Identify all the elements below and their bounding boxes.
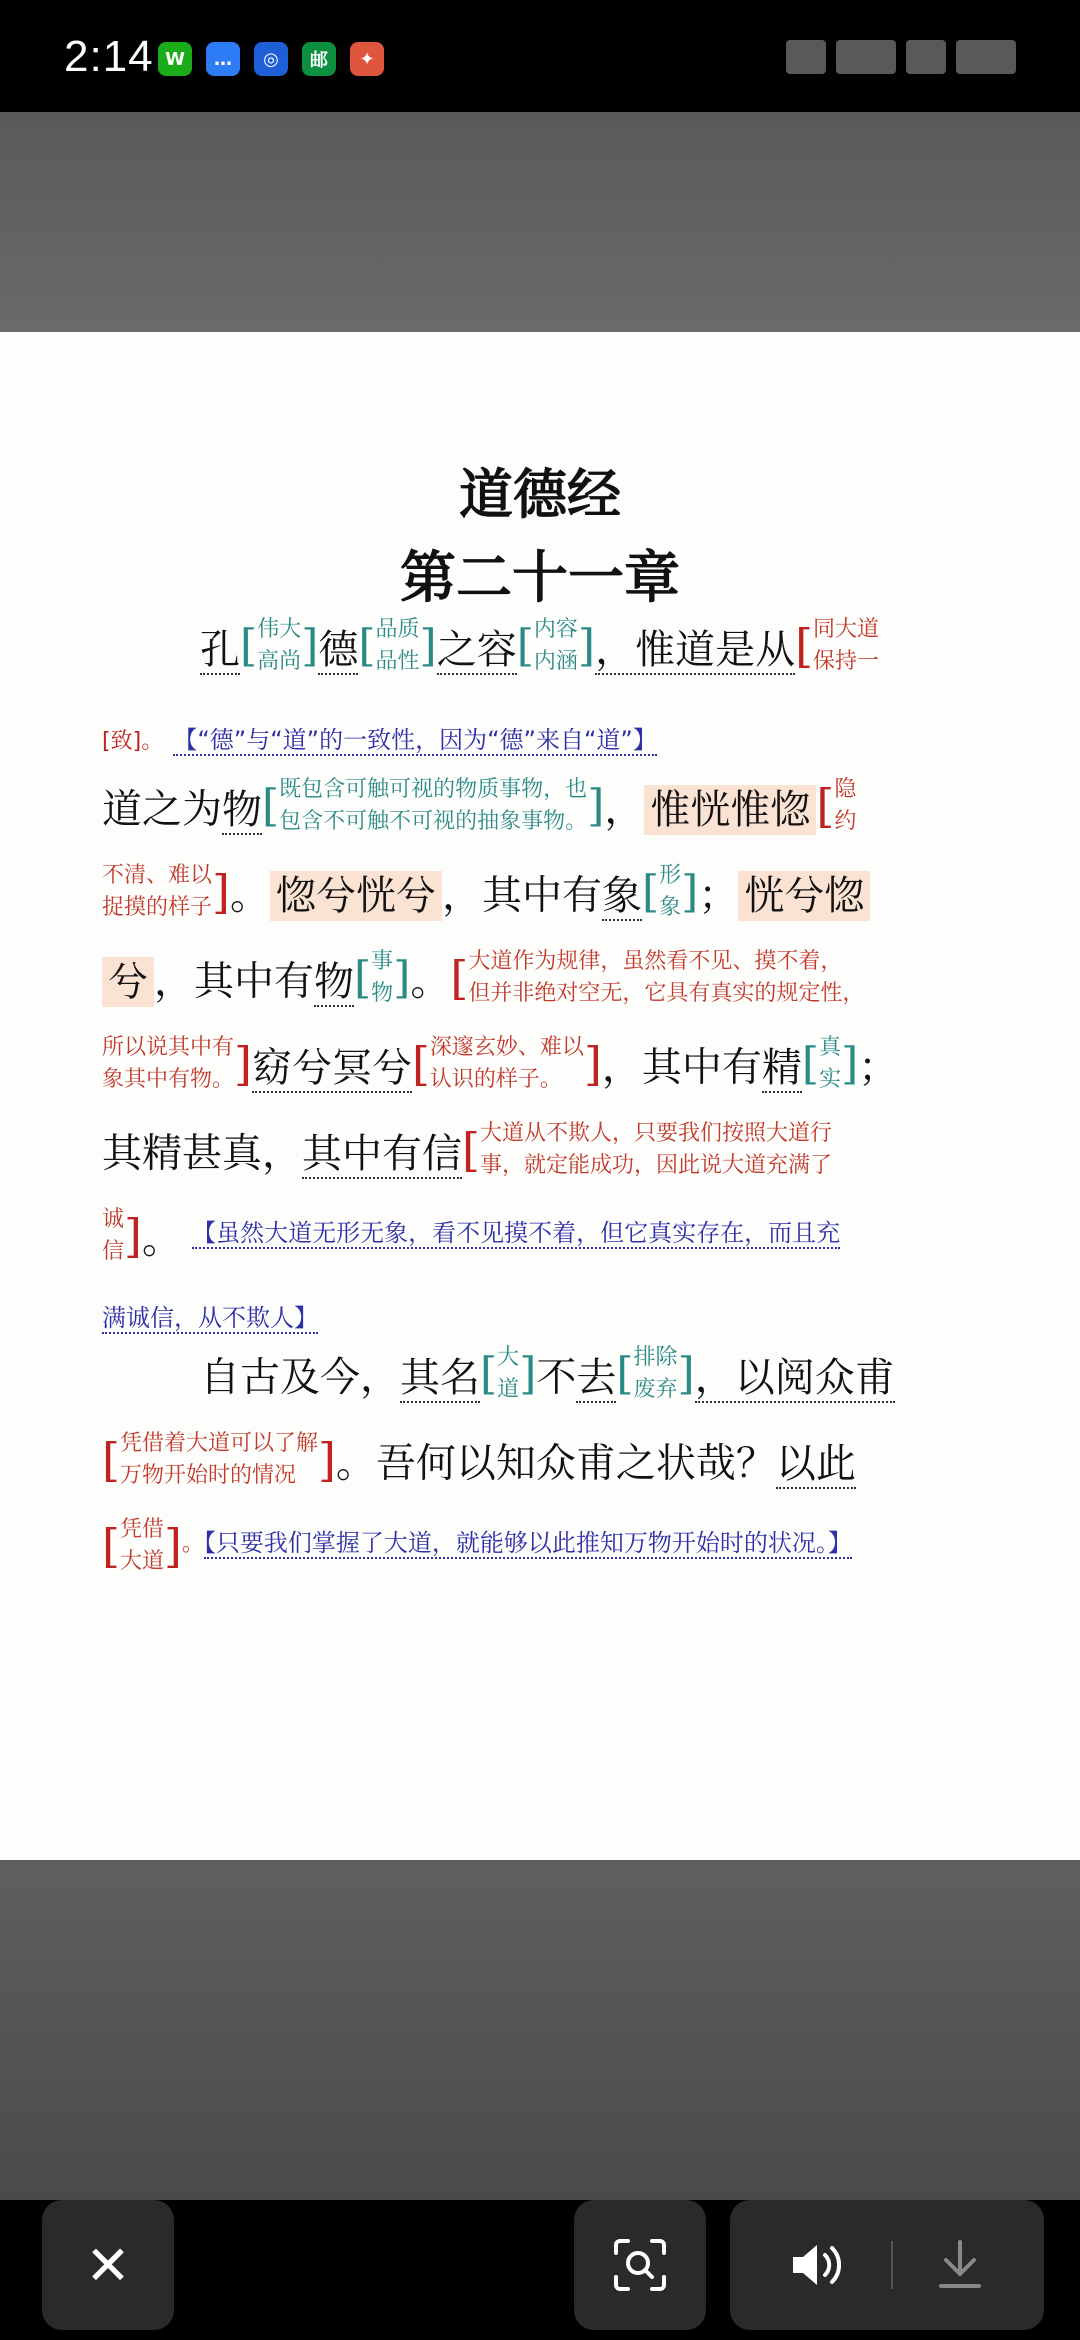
highlighted-phrase: 惟恍惟惚 [644, 785, 816, 835]
scan-search-icon [612, 2237, 668, 2293]
text-line-2: [致]。 【“德”与“道”的一致性，因为“德”来自“道”】 [102, 726, 657, 754]
close-icon: ✕ [85, 2233, 131, 2297]
chapter-title: 第二十一章 [400, 545, 680, 611]
notification-icons [158, 42, 384, 76]
text-line-7: 其精甚真，其中有信[大道从不欺人，只要我们按照大道行 事，就定能成功，因此说大道充满了 [102, 1121, 832, 1178]
app-blue-icon: ◎ [254, 42, 288, 76]
text-line-3: 道之为物[既包含可触可视的物质事物，也 包含不可触不可视的抽象事物。]， 惟恍惟惚 [隐 约 [102, 777, 857, 834]
scan-button[interactable] [574, 2200, 706, 2330]
text-word: 孔 [200, 626, 240, 673]
text-line-4: 不清、难以 捉摸的样子]。 惚兮恍兮 ，其中有象[形 象]； 恍兮惚 [102, 860, 870, 924]
text-word: 之容 [436, 626, 517, 673]
text-line-5: 兮 ，其中有物[事 物]。[大道作为规律，虽然看不见、摸不着， 但并非绝对空无，它具有真实的规定性， [102, 946, 864, 1010]
battery-icon [956, 40, 1016, 74]
highlighted-phrase: 兮 [102, 957, 154, 1007]
network-icon [906, 40, 946, 74]
annotation-note: 【只要我们掌握了大道，就能够以此推知万物开始时的状况。】 [203, 1528, 852, 1557]
text-word: ，惟道是从 [595, 626, 796, 673]
annotation-note: 【虽然大道无形无象，看不见摸不着，但它真实存在，而且充 [192, 1218, 841, 1247]
speaker-icon[interactable] [789, 2240, 849, 2290]
document-title: 道德经 [459, 462, 621, 526]
document-image [0, 332, 1080, 1860]
message-icon: … [206, 42, 240, 76]
text-line-6: 所以说其中有 象其中有物。]窈兮冥兮[深邃玄妙、难以 认识的样子。 ]，其中有精[真 实]； [102, 1035, 899, 1092]
status-time: 2:14 [64, 32, 154, 81]
text-word: 德 [318, 626, 359, 673]
text-line-12: [凭借 大道]。【只要我们掌握了大道，就能够以此推知万物开始时的状况。】 [102, 1517, 852, 1574]
status-right-icons [786, 40, 1016, 74]
close-button[interactable] [42, 2200, 174, 2330]
status-bar [0, 0, 1080, 112]
signal-icon [786, 40, 826, 74]
post-icon: 邮 [302, 42, 336, 76]
photos-icon: ✦ [350, 42, 384, 76]
annotation-note: 【“德”与“道”的一致性，因为“德”来自“道”】 [173, 726, 657, 754]
text-line-1: 孔[伟大 高尚]德[品质 品性]之容[内容 内涵]，惟道是从[同大道 保持一 [200, 617, 880, 674]
wechat-icon: W [158, 42, 192, 76]
image-backdrop-top [0, 112, 1080, 332]
annotation-note: 满诚信，从不欺人】 [102, 1304, 318, 1332]
text-line-10: 自古及今，其名[大 道]不去[排除 废弃]，以阅众甫 [200, 1345, 895, 1402]
highlighted-phrase: 惚兮恍兮 [270, 871, 442, 921]
wifi-icon [836, 40, 896, 74]
media-controls [730, 2200, 1044, 2330]
highlighted-phrase: 恍兮惚 [738, 871, 870, 921]
text-line-11: [凭借着大道可以了解 万物开始时的情况 ]。吾何以知众甫之状哉？以此 [102, 1431, 856, 1488]
text-line-8: 诚 信]。 【虽然大道无形无象，看不见摸不着，但它真实存在，而且充 [102, 1207, 841, 1264]
download-icon[interactable] [935, 2238, 985, 2292]
image-backdrop-bottom [0, 1860, 1080, 2200]
text-line-9 [102, 1298, 318, 1333]
divider [891, 2241, 893, 2289]
